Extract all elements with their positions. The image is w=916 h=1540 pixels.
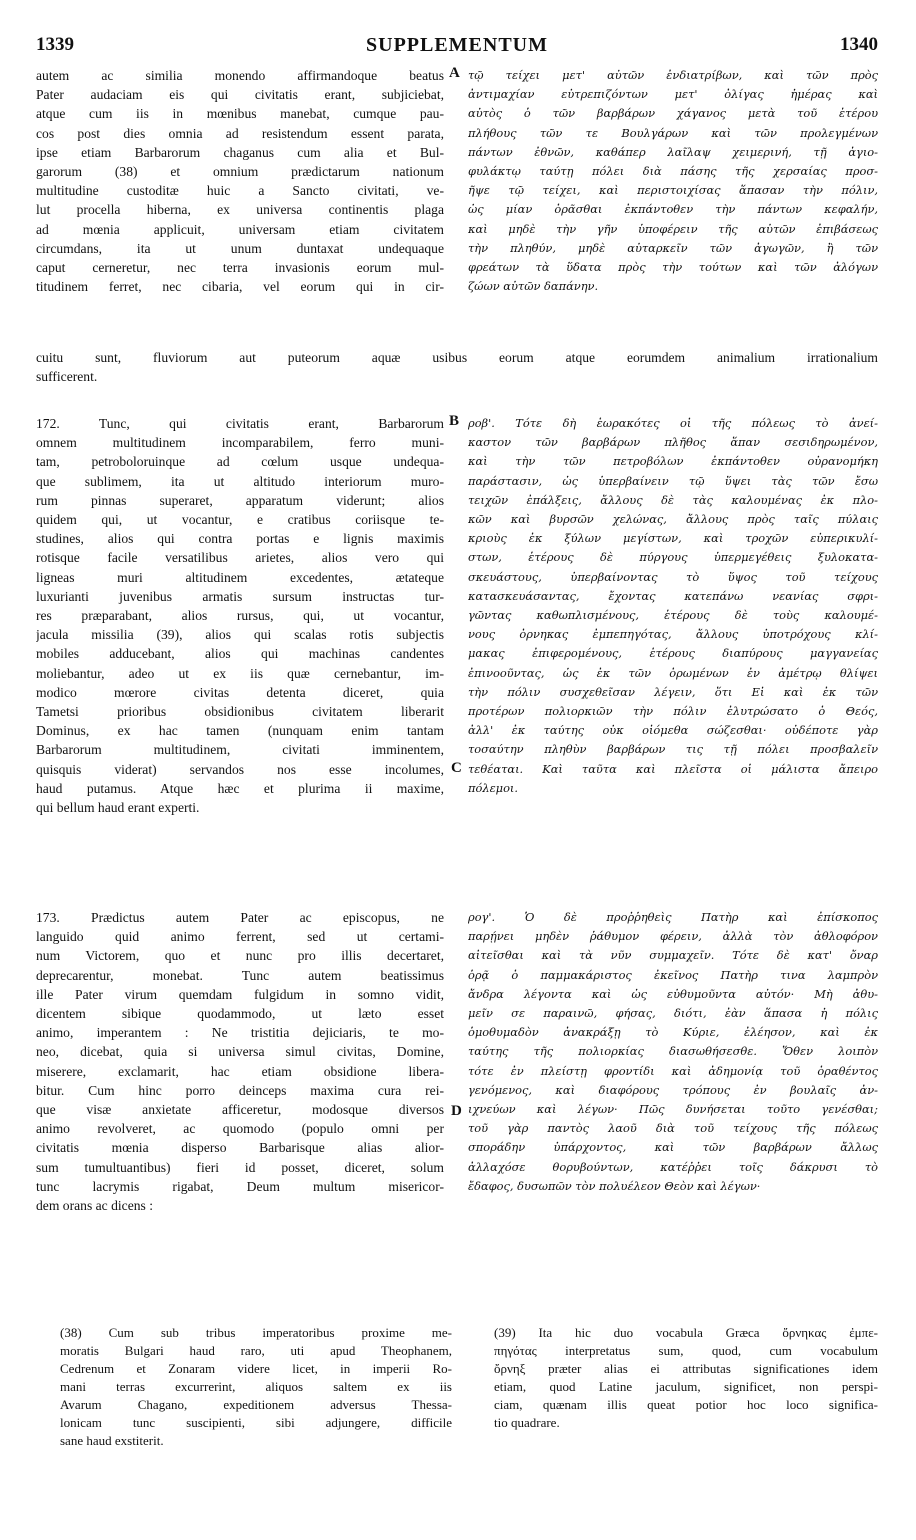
text-line: civitatis mœnia disperso Barbarisque alias alior- [36, 1140, 444, 1156]
page-header [36, 34, 878, 58]
text-line: miserere, exclamarit, hac etiam obsidione libera- [36, 1063, 444, 1079]
text-line: jacula missilia (39), alios qui scalas rotis subjectis [36, 627, 444, 643]
text-line: μακας ἐπιφερομένους, ἑτέρους διαπύρους μαγγανείας [468, 646, 878, 661]
text-line: Cedrenum et Zonaram videre licet, in imperii Ro- [60, 1361, 452, 1376]
text-line: omnem multitudinem incomparabilem, ferro muni- [36, 435, 444, 451]
text-line: σποράδην ὑπάρχοντος, καὶ τῶν βαρβάρων ἄλλως [468, 1140, 878, 1155]
text-line: quidem qui, ut vocantur, e cratibus coriisque te- [36, 512, 444, 528]
text-line: num Victorem, quo et nunc pro illis decertaret, [36, 948, 444, 964]
text-line: πόλεμοι. [468, 780, 519, 795]
text-line: φυλάκτῳ ταύτῃ πόλει διὰ πάσης τῆς χερσαίας προσ- [468, 164, 878, 179]
text-line: res præparabant, alios rursus, qui, ut vocantur, [36, 608, 444, 624]
text-line: ἔδαφος, δυσωπῶν τὸν πολυέλεον Θεὸν καὶ λέγων· [468, 1178, 761, 1193]
text-line: lut procella hiberna, ex universa continentis plaga [36, 202, 444, 218]
text-line: tunc lacrymis rigabat, Deum multum misericor- [36, 1178, 444, 1194]
text-line: titudinem ferret, nec cibaria, vel eorum qui in cir- [36, 279, 444, 295]
text-line: κῶν καὶ βυρσῶν χελώνας, ἄλλους πρὸς ταῖς πύλαις [468, 512, 878, 527]
text-line: παράστασιν, ὡς ὑπερβαίνειν τῷ ὕψει τὰς τῶν ἔσω [468, 473, 878, 488]
text-line: cuitu sunt, fluviorum aut puteorum aquæ usibus eorum atque eorumdem animalium irrationalium [36, 350, 878, 365]
text-line: τοσαύτην πληθὺν βαρβάρων τις τῇ πόλει προσβαλεῖν [468, 742, 878, 757]
text-line: πλήθους τῶν τε Βουλγάρων καὶ τῶν προλεγμένων [468, 125, 878, 140]
latin-column-a [36, 66, 444, 296]
text-line: γῶντας καθωπλισμένους, ἑτέρους δὲ τοὺς καλουμέ- [468, 608, 878, 623]
greek-column-a [468, 66, 878, 296]
footnote-39 [494, 1324, 878, 1432]
text-line: multitudine custoditæ huic a Sancto civitati, ve- [36, 183, 444, 199]
text-line: ad mœnia applicuit, universam etiam civitatem [36, 221, 444, 237]
text-line: τότε ἐν πλείστῃ φροντίδι καὶ ἀδημονίᾳ τοῦ ὁραθέντος [468, 1063, 878, 1078]
text-line: τῷ τείχει μετ' αὐτῶν ἐνδιατρίβων, καὶ τῶν πρὸς [468, 68, 878, 82]
text-line: ὄρνηξ præter alias ei attributas significationes idem [494, 1361, 878, 1376]
text-line: ταύτης τῆς πολιορκίας διασωθήσεσθε. Ὅθεν λοιπὸν [468, 1044, 878, 1059]
text-line: ῆψε τῷ τείχει, καὶ περιστοιχίσας ἅπασαν τὴν πόλιν, [468, 183, 878, 198]
text-line: ἀντιμαχίαν εὐτρεπιζόντων μετ' ὀλίγας ἡμέρας καὶ [468, 87, 878, 102]
text-line: φρεάτων τὰ ὕδατα πρὸς τὴν τούτων καὶ τῶν ἀλόγων [468, 260, 878, 275]
text-line: bitur. Cum hinc porro deinceps maxima cura rei- [36, 1082, 444, 1098]
text-line: στων, ἑτέρους δὲ πύργους ὑπερμεγέθεις ξυλοκατα- [468, 550, 878, 565]
text-line: ille Pater virum quemdam fulgidum in somno vidit, [36, 986, 444, 1002]
marker-c: C [451, 760, 462, 776]
text-line: νους ὀρνηκας ἐμπεπηγότας, ἄλλους ὑποτρόχους κλί- [468, 627, 878, 642]
text-line: mani terras excurrerint, aliquos saltem ex iis [60, 1379, 452, 1394]
text-line: ἐπινοοῦντας, ὡς ἐκ τῶν ὁρωμένων ἐν ἀμέτρῳ θλίψει [468, 665, 878, 680]
text-line: ἀλλαχόσε θορυβούντων, κατέῤῥει τοῖς δάκρυσι τὸ [468, 1159, 878, 1174]
text-line: μεῖν σε παραινῶ, φήσας, διότι, ἐὰν ἅπασα ἡ πόλις [468, 1006, 878, 1021]
running-title: SUPPLEMENTUM [366, 34, 548, 56]
text-line: γενόμενος, καὶ διαφόρους τρόπους ἐν βουλαῖς ἀν- [468, 1082, 878, 1097]
text-line: σκευάστους, ὑπερβαίνοντας τὸ ὕψος τοῦ τείχους [468, 569, 878, 584]
text-line: quisquis viderat) servandos nos esse incolumes, [36, 761, 444, 777]
text-line: animo revolveret, ac quomodo (populo omni per [36, 1121, 444, 1137]
text-line: deprecarentur, monebat. Tunc autem beatissimus [36, 967, 444, 983]
wide-line-a [36, 348, 878, 386]
text-line: τὴν πόλιν συσχεθεῖσαν λέγειν, ὅτι Εἰ καὶ ἐκ τῶν [468, 684, 878, 699]
text-line: τοῦ γὰρ παντὸς λαοῦ διὰ τοῦ τείχους τῆς πόλεως [468, 1121, 878, 1136]
text-line: ligneas muri altitudinem excedentes, ætateque [36, 569, 444, 585]
marker-a: A [449, 65, 460, 81]
latin-column-173 [36, 908, 444, 1215]
text-line: luxurianti juvenibus armatis sursum instructas tur- [36, 588, 444, 604]
text-line: (39) Ita hic duo vocabula Græca ὄρνηκας ἐμπε- [494, 1325, 878, 1340]
marker-b: B [449, 413, 460, 429]
text-line: garorum (38) et omnium prædictarum nationum [36, 164, 444, 180]
text-line: καὶ μηδὲ τὴν γῆν ὑποφέρειν τῆς αὐτῶν ἐπιβάσεως [468, 221, 878, 236]
text-line: languido quid animo ferrent, sed ut certami- [36, 929, 444, 945]
text-line: tam, petroboloruinque ad cœlum usque undequa- [36, 454, 444, 470]
text-line: sum tumultuantibus) fieri id posset, diceret, solum [36, 1159, 444, 1175]
text-line: circumdans, ita ut unum duntaxat undequaque [36, 240, 444, 256]
text-line: dem orans ac dicens : [36, 1198, 154, 1214]
text-line: haud putamus. Atque hæc et plurima ii maxime, [36, 780, 444, 796]
text-line: 172. Tunc, qui civitatis erant, Barbarorum [36, 416, 444, 431]
text-line: sufficerent. [36, 369, 98, 385]
text-line: ipse etiam Barbarorum chaganus cum alia et Bul- [36, 144, 444, 160]
text-line: τεθέαται. Καὶ ταῦτα καὶ πλεῖστα οἱ μάλιστα ἄπειρο [468, 761, 878, 776]
text-line: ζώων αὐτῶν δαπάνην. [468, 279, 599, 294]
page-number-right: 1340 [840, 34, 878, 55]
text-line: Pater audaciam eis qui civitatis erant, subjiciebat, [36, 87, 444, 103]
text-line: Barbarorum multitudinem, civitati imminentem, [36, 742, 444, 758]
text-line: κατασκευάσαντας, ἔχοντας κατεπάνω νεανίας σφρι- [468, 588, 878, 603]
text-line: ὡς μίαν ὁρᾶσθαι ἐκπάντοθεν τὴν πάντων κεφαλήν, [468, 202, 878, 217]
text-line: πηγότας interpretatus sum, quod, cum vocabulum [494, 1343, 878, 1358]
text-line: ἀλλ' ἐκ ταύτης οὐκ οἰόμεθα σώζεσθαι· οὐδέποτε γὰρ [468, 723, 878, 738]
text-line: caput cerneretur, nec terra invasionis eorum mul- [36, 260, 444, 276]
text-line: πάντων ἐθνῶν, καθάπερ λαῖλαψ χειμερινή, τῇ ἁγιο- [468, 144, 878, 159]
page-number-left: 1339 [36, 34, 74, 55]
text-line: ροβ'. Τότε δὴ ἑωρακότες οἱ τῆς πόλεως τὸ ἀνεί- [468, 416, 878, 430]
text-line: ιχνεύων καὶ λέγων· Πῶς δυνήσεται τοῦτο γενέσθαι; [468, 1102, 878, 1117]
text-line: neo, dicebat, quia si universa simul civitas, Domine, [36, 1044, 444, 1060]
marker-d: D [451, 1103, 462, 1119]
text-line: modico mœrore civitas detenta diceret, quia [36, 684, 444, 700]
text-line: qui bellum haud erant experti. [36, 800, 200, 816]
text-line: tio quadrare. [494, 1415, 560, 1430]
text-line: que sublimem, ita ut altitudo interiorum muro- [36, 473, 444, 489]
latin-column-172 [36, 414, 444, 817]
text-line: 173. Prædictus autem Pater ac episcopus, ne [36, 910, 444, 925]
text-line: προτέρων πολιορκιῶν τὴν πόλιν ἐλυτρώσατο ὁ Θεός, [468, 704, 878, 719]
text-line: ὁρᾷ ὁ παμμακάριστος ἐκεῖνος Πατὴρ τινα λαμπρὸν [468, 967, 878, 982]
text-line: τὴν πληθύν, μηδὲ αὐταρκεῖν τῶν ἀγωγῶν, ἢ τῶν [468, 240, 878, 255]
text-line: atque cum iis in mœnibus manebat, cumque pau- [36, 106, 444, 122]
text-line: etiam, quod Latine jaculum, significet, non perspi- [494, 1379, 878, 1394]
text-line: animo, imperantem : Ne tristitia dejiciaris, te mo- [36, 1025, 444, 1041]
text-line: que visæ anxietate afficeretur, modosque diversos [36, 1102, 444, 1118]
text-line: καστον τῶν βαρβάρων πλῆθος ἅπαν σεσιδηρωμένον, [468, 435, 878, 450]
text-line: τειχῶν ἐπάλξεις, ἄλλους δὲ τὰς καλουμένας ἐκ πλο- [468, 492, 878, 507]
text-line: Avarum Chagano, expeditionem adversus Thessa- [60, 1397, 452, 1412]
text-line: lonicam tunc suscipienti, sibi adjungere, difficile [60, 1415, 452, 1430]
text-line: ὁμοθυμαδὸν ἀνακράξῃ τὸ Κύριε, ἐλέησον, καὶ ἐκ [468, 1025, 878, 1040]
text-line: autem ac similia monendo affirmandoque beatus [36, 68, 444, 83]
footnote-38 [60, 1324, 452, 1450]
text-line: ciam, quænam illis queat potior hoc loco significa- [494, 1397, 878, 1412]
text-line: mobiles adducebant, alios qui machinas candentes [36, 646, 444, 662]
text-line: sane haud exstiterit. [60, 1433, 164, 1448]
text-line: παρῄνει μηδὲν ῥάθυμον φέρειν, ἀλλὰ τὸν ἀθλοφόρον [468, 929, 878, 944]
greek-column-173 [468, 908, 878, 1196]
text-line: κριοὺς ἐκ ξύλων μεγίστων, καὶ τροχῶν εὐπερικυλί- [468, 531, 878, 546]
text-line: studines, alios qui contra portas e lignis maximis [36, 531, 444, 547]
text-line: moliebantur, adeo ut ex iis quæ cernebantur, im- [36, 665, 444, 681]
text-line: dicentem sibique quodammodo, ut læto esset [36, 1006, 444, 1022]
text-line: Tametsi prioribus obsidionibus civitatem liberarit [36, 704, 444, 720]
text-line: rotisque facile versatilibus arietes, alios vero qui [36, 550, 444, 566]
text-line: cos post dies omnia ad resistendum essent parata, [36, 125, 444, 141]
text-line: ρογ'. Ὁ δὲ προῤῥηθεὶς Πατὴρ καὶ ἐπίσκοπος [468, 910, 878, 924]
text-line: moratis Bulgari haud raro, uti apud Theophanem, [60, 1343, 452, 1358]
text-line: Dominus, ex hac tamen (nunquam enim tantam [36, 723, 444, 739]
text-line: (38) Cum sub tribus imperatoribus proxime me- [60, 1325, 452, 1340]
greek-column-172 [468, 414, 878, 798]
text-line: αἰτεῖσθαι καὶ τὰ νῦν συμμαχεῖν. Τότε δὲ κατ' ὄναρ [468, 948, 878, 963]
text-line: καὶ τὴν τῶν πετροβόλων ἐκπάντοθεν οὐρανομήκη [468, 454, 878, 469]
text-line: ἄνδρα λέγοντα καὶ ὡς εὐθυμοῦντα αὐτόν· Μὴ ἀθυ- [468, 986, 878, 1001]
text-line: αὐτὸς ὁ τῶν βαρβάρων χάγανος μετὰ τοῦ ἑτέρου [468, 106, 878, 121]
text-line: rum pinnas superaret, apparatum viderunt; alios [36, 492, 444, 508]
